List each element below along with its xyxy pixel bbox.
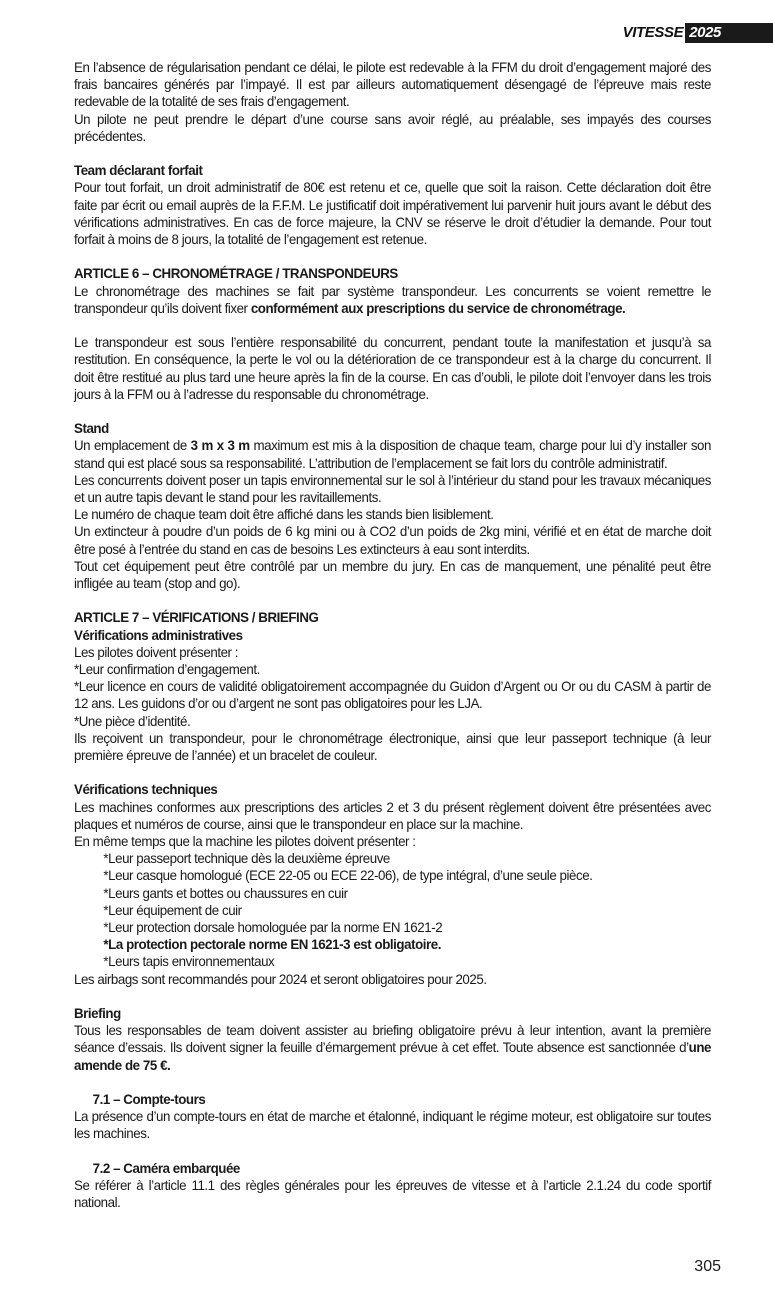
list-item: *Leur casque homologué (ECE 22-05 ou ECE 22-06), de type intégral, d’une seule pièce. xyxy=(103,868,593,884)
paragraph: Un extincteur à poudre d’un poids de 6 kg mini ou à CO2 d’un poids de 2kg mini, vérifié et en état de marche doit être posé à l’entrée du stand en cas de besoins Les extincteurs à eau sont interdits. xyxy=(74,524,711,557)
paragraph: Les machines conformes aux prescriptions des articles 2 et 3 du présent règlement doivent être présentées avec plaques et numéros de course, ainsi que le transpondeur en place sur la machine. xyxy=(74,799,711,832)
list-item: *Leurs tapis environnementaux xyxy=(103,954,275,970)
page-number: 305 xyxy=(694,1258,721,1275)
list-item: *Leur équipement de cuir xyxy=(103,902,242,918)
list-line: *Leur licence en cours de validité obligatoirement accompagnée du Guidon d’Argent ou Or ou du CASM à partir de 12 ans. Les guidons d’or ou d’argent ne sont pas obligatoires pour les LJA. xyxy=(74,679,711,712)
bold-span: 3 m x 3 m xyxy=(190,438,250,454)
text-span: maximum est mis à la disposition de chaque team, charge pour lui d’y installer son stand qui est placé sous sa responsabilité. L’attribution de l’emplacement se fait lors du contrôle administratif. xyxy=(74,438,711,471)
section-heading: Briefing xyxy=(74,1006,121,1022)
header-brand: VITESSE xyxy=(622,24,684,41)
paragraph: Tout cet équipement peut être contrôlé par un membre du jury. En cas de manquement, une pénalité peut être infligée au team (stop and go). xyxy=(74,558,711,592)
paragraph xyxy=(74,283,711,317)
list-line: Les pilotes doivent présenter : xyxy=(74,644,239,660)
paragraph: En l’absence de régularisation pendant ce délai, le pilote est redevable à la FFM du droit d’engagement majoré des frais bancaires générés par l’impayé. Il est par ailleurs automatiquement désengagé de l’épreuve mais reste redevable de la totalité de ses frais d’engagement. xyxy=(74,60,711,110)
paragraph: Les airbags sont recommandés pour 2024 et seront obligatoires pour 2025. xyxy=(74,971,487,987)
paragraph xyxy=(74,1022,711,1074)
list-line: Ils reçoivent un transpondeur, pour le chronométrage électronique, ainsi que leur passeport technique (à leur première épreuve de l’année) et un bracelet de couleur. xyxy=(74,730,711,764)
document-body xyxy=(74,59,711,1211)
list-line: *Une pièce d’identité. xyxy=(74,713,191,729)
list-item: *Leur protection dorsale homologuée par la norme EN 1621-2 xyxy=(103,920,443,936)
text-span: Un emplacement de xyxy=(74,438,191,454)
section-heading: Stand xyxy=(74,421,109,437)
article-heading: ARTICLE 6 – CHRONOMÉTRAGE / TRANSPONDEURS xyxy=(74,266,398,282)
paragraph: Un pilote ne peut prendre le départ d’une course sans avoir réglé, au préalable, ses impayés des courses précédentes. xyxy=(74,111,711,144)
section-heading: Vérifications administratives xyxy=(74,627,243,643)
subsection-heading: 7.1 – Compte-tours xyxy=(92,1092,206,1108)
subsection-heading: 7.2 – Caméra embarquée xyxy=(92,1160,240,1176)
list-item: *Leur passeport technique dès la deuxième épreuve xyxy=(103,851,390,867)
paragraph: Pour tout forfait, un droit administratif de 80€ est retenu et ce, quelle que soit la raison. Cette déclaration doit être faite par écrit ou email auprès de la F.F.M. Le justificatif doit impérativement lui parvenir huit jours avant le début des vérifications administratives. En cas de force majeure, la CNV se réserve le droit d’étudier la demande. Pour tout forfait à moins de 8 jours, la totalité de l’engagement est retenue. xyxy=(74,180,711,248)
paragraph: Se référer à l’article 11.1 des règles générales pour les épreuves de vitesse et à l’article 2.1.24 du code sportif national. xyxy=(74,1178,711,1211)
section-heading: Vérifications techniques xyxy=(74,782,218,798)
header-tag xyxy=(623,23,773,43)
paragraph: Le transpondeur est sous l’entière responsabilité du concurrent, pendant toute la manifestation et jusqu’à sa restitution. En conséquence, la perte le vol ou la détérioration de ce transpondeur est à la charge du concurrent. Il doit être restitué au plus tard une heure après la fin de la course. En cas d’oubli, le pilote doit l’envoyer dans les trois jours à la FFM ou à l’adresse du responsable du chronométrage. xyxy=(74,335,711,402)
header-year: 2025 xyxy=(685,23,773,43)
paragraph: Le numéro de chaque team doit être affiché dans les stands bien lisiblement. xyxy=(74,507,494,523)
paragraph: La présence d’un compte-tours en état de marche et étalonné, indiquant le régime moteur, est obligatoire sur toutes les machines. xyxy=(74,1109,711,1142)
section-heading: Team déclarant forfait xyxy=(74,163,203,179)
list-line: *Leur confirmation d’engagement. xyxy=(74,662,260,678)
text-span: Le chronométrage des machines se fait par système transpondeur. Les concurrents se voient remettre le transpondeur qu’ils doivent fixer xyxy=(74,283,711,316)
paragraph: Les concurrents doivent poser un tapis environnemental sur le sol à l’intérieur du stand pour les travaux mécaniques et un autre tapis devant le stand pour les ravitaillements. xyxy=(74,472,711,506)
paragraph xyxy=(74,437,711,471)
list-item: *Leurs gants et bottes ou chaussures en cuir xyxy=(103,885,348,901)
text-span: Tous les responsables de team doivent assister au briefing obligatoire prévu à leur intention, avant la première séance d’essais. Ils doivent signer la feuille d’émargement prévue à cet effet. Toute absence est sanctionnée d’ xyxy=(74,1023,711,1056)
article-heading: ARTICLE 7 – VÉRIFICATIONS / BRIEFING xyxy=(74,610,319,626)
list-item: *La protection pectorale norme EN 1621-3 est obligatoire. xyxy=(103,937,442,953)
bold-span: une amende de 75 €. xyxy=(74,1040,711,1073)
bold-span: conformément aux prescriptions du service de chronométrage. xyxy=(250,300,626,316)
paragraph: En même temps que la machine les pilotes doivent présenter : xyxy=(74,834,416,850)
